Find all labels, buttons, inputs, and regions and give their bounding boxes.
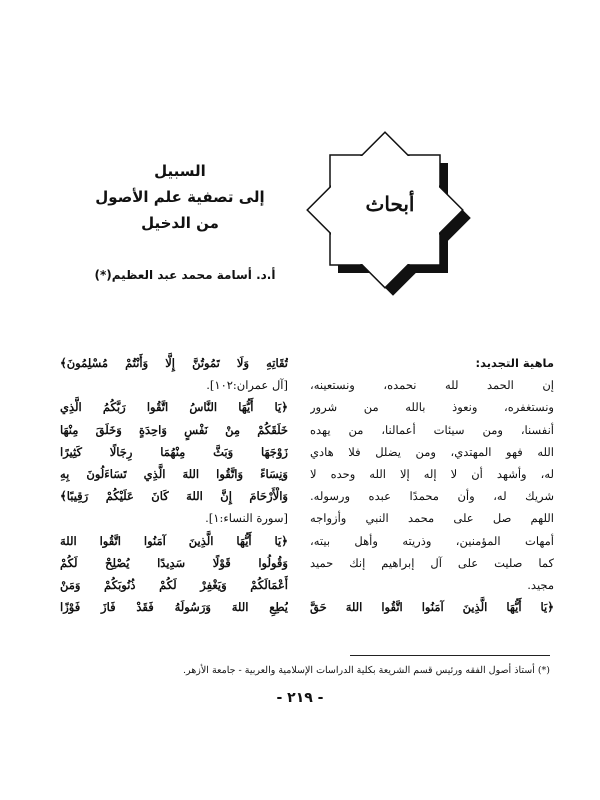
text-line: اللهم صل على محمد النبي وأزواجه [310,511,554,526]
verse-line: تُقَاتِهِ وَلَا تَمُوتُنَّ إِلَّا وَأَنْتُمْ مُسْلِمُونَ﴾ [60,356,288,370]
title-line-2: إلى تصفية علم الأصول [95,188,265,206]
verse-citation: [آل عمران:١٠٢]. [206,378,288,393]
text-line: الله فهو المهتدي، ومن يضلل فلا هادي [310,444,554,459]
verse-line: زَوْجَهَا وَبَثَّ مِنْهُمَا رِجَالًا كَثِيرًا [60,444,288,459]
text-line: شريك له، وأن محمدًا عبده ورسوله. [310,489,554,504]
title-line-3: من الدخيل [141,214,219,232]
article-author: أ.د. أسامة محمد عبد العظيم(*) [94,268,276,282]
verse-line: يُطِعِ اللهَ وَرَسُولَهُ فَقَدْ فَازَ فَوْزًا [60,600,288,615]
verse-line: ﴿يَا أَيُّهَا الَّذِينَ آمَنُوا اتَّقُوا اللهَ [60,533,288,548]
text-line: له، وأشهد أن لا إله إلا الله وحده لا [310,467,554,482]
section-label: أبحاث [365,192,415,216]
article-title [60,158,300,236]
text-line: أنفسنا، ومن سيئات أعمالنا، من يهده [310,422,554,437]
verse-line: ﴿يَا أَيُّهَا النَّاسُ اتَّقُوا رَبَّكُمُ الَّذِي [60,400,288,415]
title-line-1: السبيل [154,162,206,180]
footnote-divider [350,655,550,656]
right-column [310,352,554,618]
text-line: ونستغفره، ونعوذ بالله من شرور [310,400,554,415]
verse-line: خَلَقَكُمْ مِنْ نَفْسٍ وَاحِدَةٍ وَخَلَقَ مِنْهَا [60,422,288,437]
footnote: (*) أستاذ أصول الفقه ورئيس قسم الشريعة بكلية الدراسات الإسلامية والعربية - جامعة الأزهر. [183,665,550,676]
text-line: كما صليت على آل إبراهيم إنك حميد [310,555,554,570]
text-line: إن الحمد لله نحمده، ونستعينه، [310,378,554,393]
page-number: - ٢١٩ - [276,690,324,706]
text-line: مجيد. [527,578,554,593]
verse-line: وَنِسَاءً وَاتَّقُوا اللهَ الَّذِي تَسَاءَلُونَ بِهِ [60,467,288,482]
verse-citation: [سورة النساء:١]. [205,511,288,526]
verse-line: ﴿يَا أَيُّهَا الَّذِينَ آمَنُوا اتَّقُوا اللهَ حَقَّ [310,600,554,615]
verse-line: وَقُولُوا قَوْلًا سَدِيدًا يُصْلِحْ لَكُمْ [60,555,288,570]
section-heading: ماهية التجديد: [475,356,554,370]
verse-line: أَعْمَالَكُمْ وَيَغْفِرْ لَكُمْ ذُنُوبَكُمْ وَمَنْ [60,578,288,593]
verse-line: وَالْأَرْحَامَ إِنَّ اللهَ كَانَ عَلَيْكُمْ رَقِيبًا﴾ [60,489,288,504]
text-line: أمهات المؤمنين، وذريته وأهل بيته، [310,533,554,548]
left-column [60,352,288,618]
